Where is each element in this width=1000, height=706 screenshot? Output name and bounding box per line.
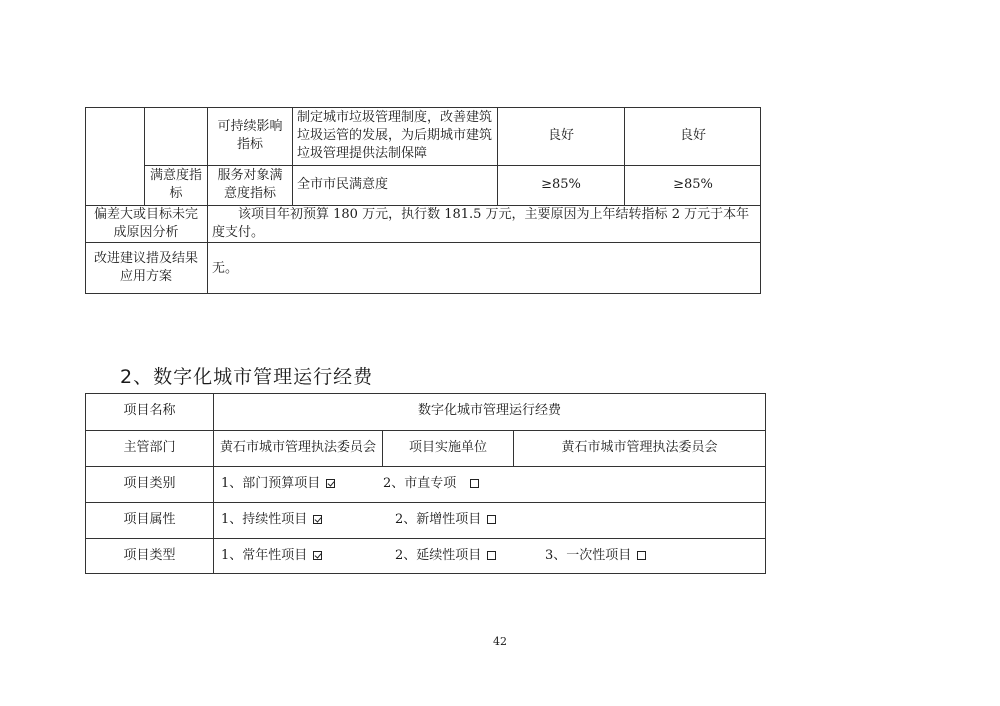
category-option-dept-budget[interactable] xyxy=(221,475,335,493)
type-option-extended[interactable] xyxy=(395,547,496,565)
service-actual-value: ≥85% xyxy=(673,177,713,192)
deviation-label: 偏差大或目标未完成原因分析 xyxy=(93,207,198,240)
option-label: 1、部门预算项目 xyxy=(221,476,321,491)
improvement-text: 无。 xyxy=(212,261,239,276)
satisfaction-indicator-label: 满意度指标 xyxy=(149,168,202,201)
category-option-city-special[interactable] xyxy=(383,475,479,493)
unchecked-checkbox-icon[interactable] xyxy=(470,479,479,488)
sustain-actual-value: 良好 xyxy=(679,128,706,143)
project-name-label: 项目名称 xyxy=(123,403,176,418)
attribute-option-continuous[interactable] xyxy=(221,511,322,529)
project-type-label: 项目类型 xyxy=(123,548,176,563)
sustain-indicator-content: 制定城市垃圾管理制度，改善建筑垃圾运管的发展，为后期城市建筑垃圾管理提供法制保障 xyxy=(297,110,493,161)
section-title: 2、数字化城市管理运行经费 xyxy=(120,366,374,388)
sustain-indicator-label: 可持续影响指标 xyxy=(217,119,283,152)
department-value: 黄石市城市管理执法委员会 xyxy=(219,440,376,455)
project-attribute-label: 项目属性 xyxy=(123,512,176,527)
service-satisfaction-label: 服务对象满意度指标 xyxy=(217,168,283,201)
sustain-target-value: 良好 xyxy=(547,128,574,143)
type-option-one-time[interactable] xyxy=(545,547,646,565)
service-target-value: ≥85% xyxy=(541,177,581,192)
unchecked-checkbox-icon[interactable] xyxy=(487,515,496,524)
improvement-label: 改进建议措及结果应用方案 xyxy=(93,251,198,284)
option-label: 2、新增性项目 xyxy=(395,512,482,527)
checked-checkbox-icon[interactable] xyxy=(313,551,322,560)
project-name-value: 数字化城市管理运行经费 xyxy=(417,403,561,418)
option-label: 1、常年性项目 xyxy=(221,548,308,563)
department-label: 主管部门 xyxy=(123,440,176,455)
attribute-option-new[interactable] xyxy=(395,511,496,529)
type-option-perennial[interactable] xyxy=(221,547,322,565)
unchecked-checkbox-icon[interactable] xyxy=(487,551,496,560)
checked-checkbox-icon[interactable] xyxy=(326,479,335,488)
deviation-text: 该项目年初预算 180 万元，执行数 181.5 万元，主要原因为上年结转指标 2 万元于本年度支付。 xyxy=(212,207,750,240)
option-label: 3、一次性项目 xyxy=(545,548,632,563)
checked-checkbox-icon[interactable] xyxy=(313,515,322,524)
option-label: 2、市直专项 xyxy=(383,476,457,491)
page-number: 42 xyxy=(493,635,507,648)
implementing-unit-label: 项目实施单位 xyxy=(408,440,487,455)
option-label: 2、延续性项目 xyxy=(395,548,482,563)
project-category-label: 项目类别 xyxy=(123,476,176,491)
implementing-unit-value: 黄石市城市管理执法委员会 xyxy=(561,440,718,455)
unchecked-checkbox-icon[interactable] xyxy=(637,551,646,560)
service-satisfaction-content: 全市市民满意度 xyxy=(297,177,389,192)
option-label: 1、持续性项目 xyxy=(221,512,308,527)
